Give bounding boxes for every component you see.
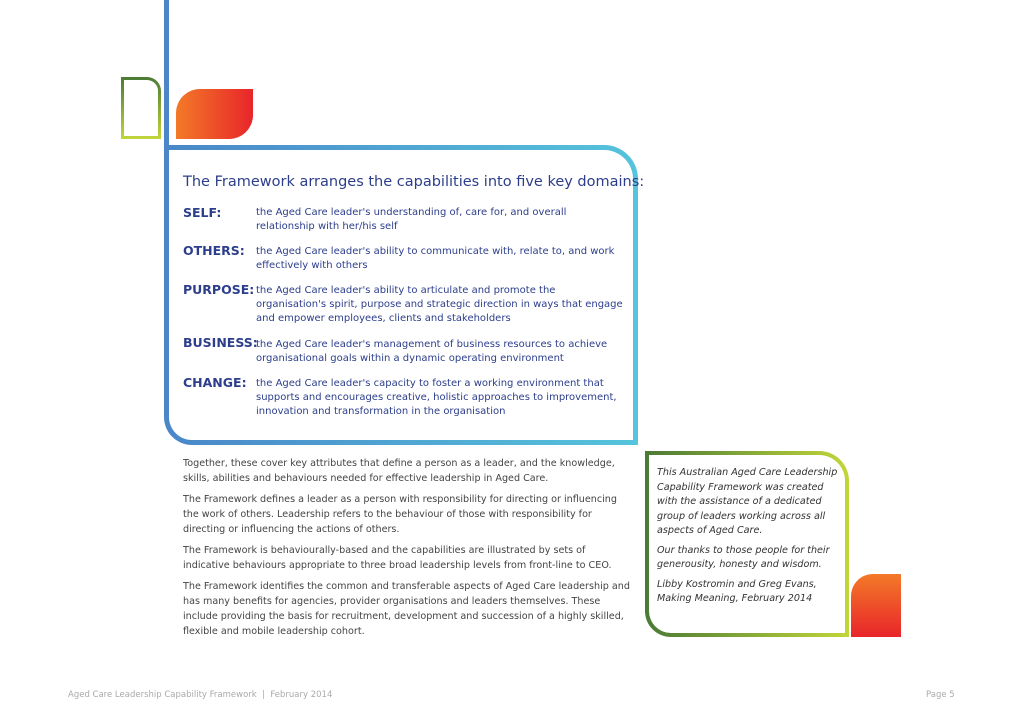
decorative-vertical-line [164,0,169,150]
domain-name: OTHERS: [183,243,245,258]
body-text [183,456,633,645]
footer-title: Aged Care Leadership Capability Framework | February 2014 [68,690,333,700]
decorative-orange-leaf [851,574,901,637]
domain-description: the Aged Care leader's ability to articulate and promote the organisation's spirit, purpose and strategic direction in ways that engage and empower employees, clients and stakeholders [256,285,623,324]
domain-name: SELF: [183,205,222,220]
paragraph: The Framework defines a leader as a person with responsibility for directing or influencing the work of others. Leadership refers to the behaviour of those with responsibility for directing or influencing the actions of others. [183,494,617,535]
domain-description: the Aged Care leader's ability to communicate with, relate to, and work effectively with others [256,246,615,271]
paragraph: This Australian Aged Care Leadership Capability Framework was created with the assistance of a dedicated group of leaders working across all aspects of Aged Care. [657,467,838,536]
paragraph: The Framework is behaviourally-based and the capabilities are illustrated by sets of indicative behaviours appropriate to three broad leadership levels from front-line to CEO. [183,545,612,571]
domain-name: PURPOSE: [183,282,255,297]
page-number: Page 5 [926,690,955,700]
decorative-green-outline [121,77,161,139]
credits-text [657,466,842,612]
paragraph: Together, these cover key attributes that define a person as a leader, and the knowledge, skills, abilities and behaviours needed for effective leadership in Aged Care. [183,458,615,484]
domain-description: the Aged Care leader's management of business resources to achieve organisational goals within a dynamic operating environment [256,339,608,364]
domain-description: the Aged Care leader's capacity to foster a working environment that supports and encourages creative, holistic approaches to improvement, innovation and transformation in the organisation [256,378,617,417]
paragraph: Libby Kostromin and Greg Evans, Making Meaning, February 2014 [657,578,817,604]
paragraph: The Framework identifies the common and transferable aspects of Aged Care leadership and has many benefits for agencies, provider organisations and leaders themselves. These include providing the basis for recruitment, development and succession of a highly skilled, flexible and mobile leadership cohort. [183,581,630,637]
paragraph: Our thanks to those people for their generousity, honesty and wisdom. [657,544,830,570]
domains-heading: The Framework arranges the capabilities into five key domains: [183,174,645,190]
decorative-orange-leaf [176,89,253,139]
domain-description: the Aged Care leader's understanding of, care for, and overall relationship with her/his self [256,207,567,232]
domain-name: CHANGE: [183,375,247,390]
domain-name: BUSINESS: [183,335,258,350]
